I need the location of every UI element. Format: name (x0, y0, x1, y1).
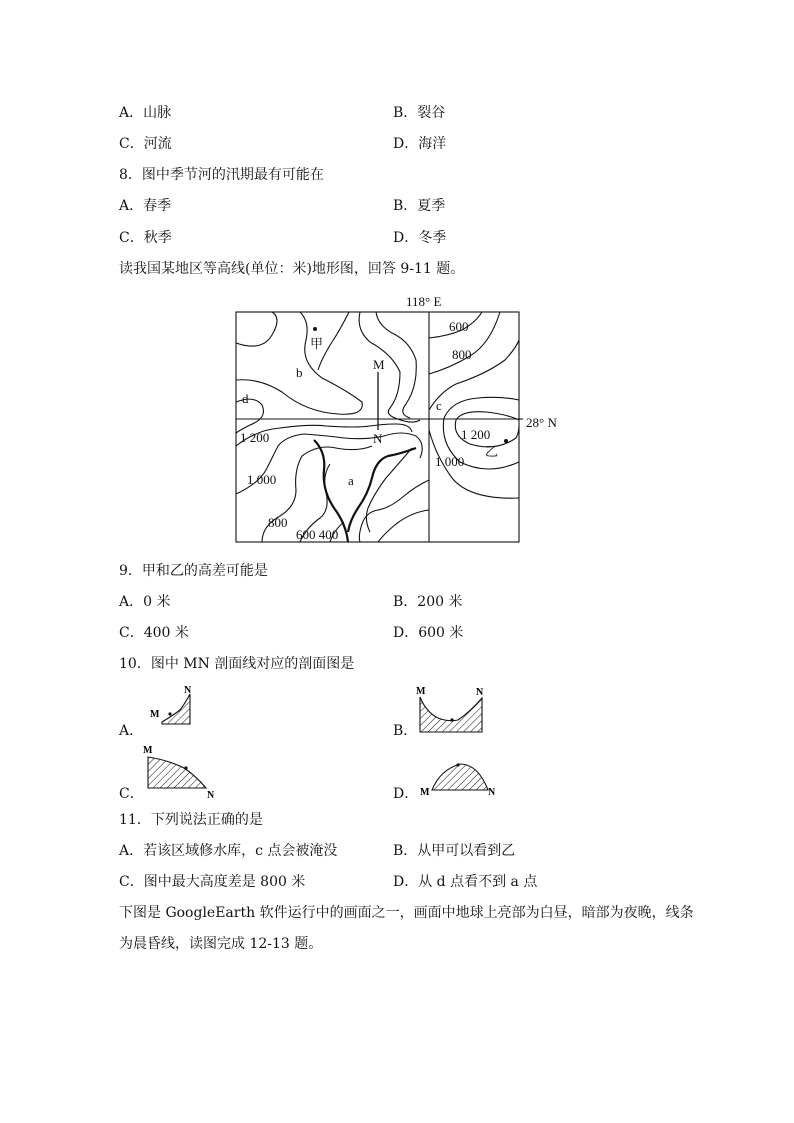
svg-text:M: M (420, 787, 430, 798)
point-c-label: c (436, 398, 442, 413)
svg-text:N: N (184, 685, 192, 696)
point-yi-label: 乙 (485, 444, 499, 459)
point-d-label: d (242, 391, 249, 406)
intro-12-13-line2: 为晨昏线，读图完成 12-13 题。 (119, 936, 323, 952)
contour-label-1000-right: 1 000 (435, 454, 465, 469)
q7-option-b: B．裂谷 (393, 105, 446, 121)
q7-option-c: C．河流 (119, 136, 172, 152)
contour-label-1200-right: 1 200 (461, 427, 491, 442)
svg-text:N: N (207, 790, 215, 801)
q8-option-c: C．秋季 (119, 230, 172, 246)
point-jia-label: 甲 (310, 336, 324, 351)
contour-label-800-bottom: 800 (268, 515, 288, 530)
svg-text:M: M (416, 686, 426, 697)
q10-option-d: D． (393, 786, 419, 802)
q9-option-a: A．0 米 (119, 594, 171, 610)
q8-option-d: D．冬季 (393, 230, 447, 246)
point-m-label: M (373, 357, 385, 372)
q7-option-a: A．山脉 (119, 105, 172, 121)
svg-text:N: N (488, 787, 496, 798)
point-a-label: a (348, 473, 354, 488)
q9-stem: 9．甲和乙的高差可能是 (119, 563, 268, 579)
q8-option-a: A．春季 (119, 198, 172, 214)
q10-stem: 10．图中 MN 剖面线对应的剖面图是 (119, 656, 355, 672)
q9-option-b: B．200 米 (393, 594, 463, 610)
svg-text:M: M (150, 709, 160, 720)
contour-label-800: 800 (452, 347, 472, 362)
contour-label-600-400: 600 400 (296, 527, 339, 542)
longitude-label: 118° E (406, 294, 442, 309)
profile-c (143, 745, 215, 801)
svg-text:N: N (476, 687, 484, 698)
q11-option-d: D．从 d 点看不到 a 点 (393, 874, 538, 890)
q9-option-d: D．600 米 (393, 625, 464, 641)
q8-stem: 8．图中季节河的汛期最有可能在 (119, 167, 324, 183)
q11-stem: 11．下列说法正确的是 (119, 812, 263, 828)
contour-label-1200-left: 1 200 (240, 430, 270, 445)
profile-a (150, 685, 192, 724)
point-b-label: b (296, 365, 303, 380)
point-n-label: N (373, 431, 383, 446)
q7-option-d: D．海洋 (393, 136, 447, 152)
q11-option-a: A．若该区域修水库，c 点会被淹没 (119, 843, 338, 859)
intro-12-13-line1: 下图是 GoogleEarth 软件运行中的画面之一，画面中地球上亮部为白昼，暗部为夜晚，线条 (119, 905, 694, 921)
profile-b (416, 686, 484, 732)
q8-option-b: B．夏季 (393, 198, 446, 214)
contour-label-600: 600 (449, 319, 469, 334)
contour-label-1000-left: 1 000 (247, 472, 277, 487)
q10-option-b: B． (393, 723, 418, 739)
q9-option-c: C．400 米 (119, 625, 189, 641)
q11-option-b: B．从甲可以看到乙 (393, 843, 516, 859)
q11-option-c: C．图中最大高度差是 800 米 (119, 874, 306, 890)
q10-option-c: C． (119, 786, 144, 802)
q10-option-a: A． (119, 723, 144, 739)
latitude-label: 28° N (526, 415, 557, 430)
intro-9-11: 读我国某地区等高线(单位：米)地形图，回答 9-11 题。 (119, 261, 465, 277)
svg-text:M: M (143, 745, 153, 756)
profile-d (420, 763, 496, 798)
